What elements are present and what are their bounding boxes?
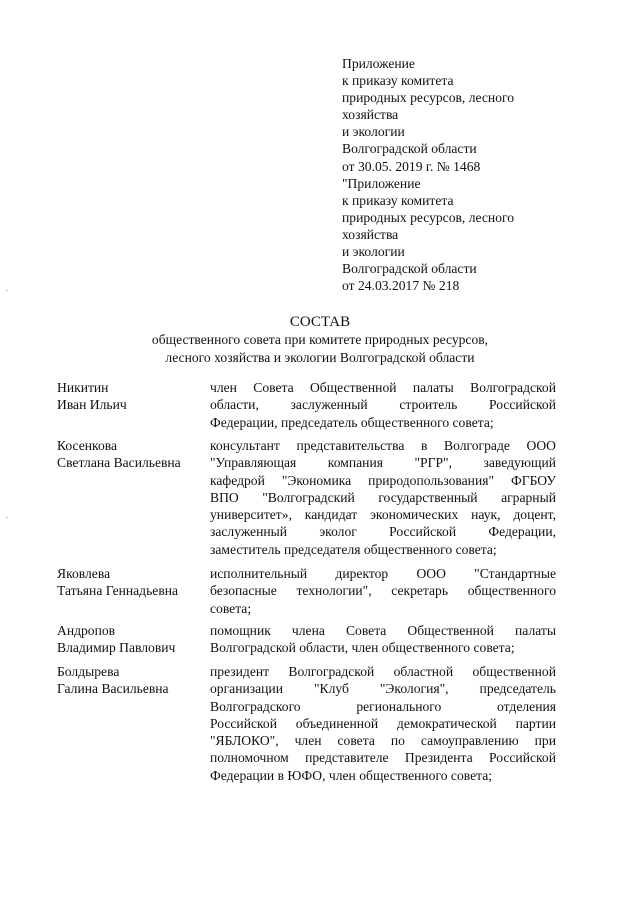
appendix-line: к приказу комитета xyxy=(342,73,454,89)
member-name xyxy=(57,622,207,657)
appendix-line: к приказу комитета xyxy=(342,192,454,208)
subtitle-line: лесного хозяйства и экологии Волгоградской области xyxy=(165,349,475,365)
role-line: помощник члена Совета Общественной палаты xyxy=(210,623,556,638)
role-line: консультант представительства в Волгограде ООО xyxy=(210,438,556,453)
member-given-name: Светлана Васильевна xyxy=(57,455,181,471)
member-role xyxy=(210,437,556,558)
member-surname: Косенкова xyxy=(57,438,118,453)
member-surname: Болдырева xyxy=(57,664,120,679)
member-role xyxy=(210,663,556,784)
appendix-line: природных ресурсов, лесного xyxy=(342,209,515,225)
role-line: кафедрой "Экономика природопользования" ФГБОУ xyxy=(210,472,556,488)
appendix-line: хозяйства xyxy=(342,107,399,123)
appendix-line: от 24.03.2017 № 218 xyxy=(342,278,460,294)
role-line: Российской объединенной демократической партии xyxy=(210,715,556,731)
appendix-line: и экологии xyxy=(342,244,405,260)
document-title: СОСТАВ xyxy=(289,314,351,330)
member-role xyxy=(210,565,556,617)
member-given-name: Владимир Павлович xyxy=(57,640,176,656)
member-given-name: Галина Васильевна xyxy=(57,681,169,697)
role-line: области, заслуженный строитель Российской xyxy=(210,397,556,413)
role-line: Волгоградской области, член общественного совета; xyxy=(210,640,515,656)
role-line: заслуженный эколог Российской Федерации, xyxy=(210,524,556,540)
role-line: безопасные технологии", секретарь общественного xyxy=(210,583,556,599)
role-line: Федерации, председатель общественного совета; xyxy=(210,414,494,430)
role-line: исполнительный директор ООО "Стандартные xyxy=(210,566,556,581)
appendix-header xyxy=(342,55,582,294)
appendix-line: Волгоградской области xyxy=(342,141,477,157)
role-line: президент Волгоградской областной общественной xyxy=(210,664,556,679)
appendix-line: Волгоградской области xyxy=(342,261,477,277)
role-line: организации "Клуб "Экология", председатель xyxy=(210,681,556,697)
scan-margin-mark xyxy=(6,517,8,518)
role-line: ВПО "Волгоградский государственный аграрный xyxy=(210,489,556,505)
member-name xyxy=(57,437,207,472)
member-name xyxy=(57,565,207,600)
role-line: полномочном представителе Президента Российской xyxy=(210,750,556,766)
scan-margin-mark xyxy=(6,290,8,291)
role-line: Волгоградского регионального отделения xyxy=(210,698,556,714)
role-line: член Совета Общественной палаты Волгоградской xyxy=(210,380,556,395)
appendix-line: Приложение xyxy=(342,56,415,71)
appendix-line: и экологии xyxy=(342,124,405,140)
subtitle-line: общественного совета при комитете природных ресурсов, xyxy=(151,332,489,347)
member-surname: Яковлева xyxy=(57,566,111,581)
member-surname: Никитин xyxy=(57,380,109,395)
role-line: заместитель председателя общественного совета; xyxy=(210,541,497,557)
role-line: "ЯБЛОКО", член совета по самоуправлению при xyxy=(210,733,556,749)
appendix-line: природных ресурсов, лесного xyxy=(342,90,515,106)
member-given-name: Татьяна Геннадьевна xyxy=(57,583,179,599)
document-subtitle xyxy=(0,331,640,366)
member-given-name: Иван Ильич xyxy=(57,397,127,413)
role-line: университет», кандидат экономических наук, доцент, xyxy=(210,507,556,523)
appendix-line: от 30.05. 2019 г. № 1468 xyxy=(342,158,481,174)
appendix-line: "Приложение xyxy=(342,175,421,191)
member-name xyxy=(57,379,207,414)
member-role xyxy=(210,379,556,431)
appendix-line: хозяйства xyxy=(342,226,399,242)
role-line: Федерации в ЮФО, член общественного совета; xyxy=(210,767,493,783)
role-line: "Управляющая компания "РГР", заведующий xyxy=(210,455,556,471)
member-name xyxy=(57,663,207,698)
member-surname: Андропов xyxy=(57,623,116,638)
role-line: совета; xyxy=(210,600,252,616)
member-role xyxy=(210,622,556,657)
